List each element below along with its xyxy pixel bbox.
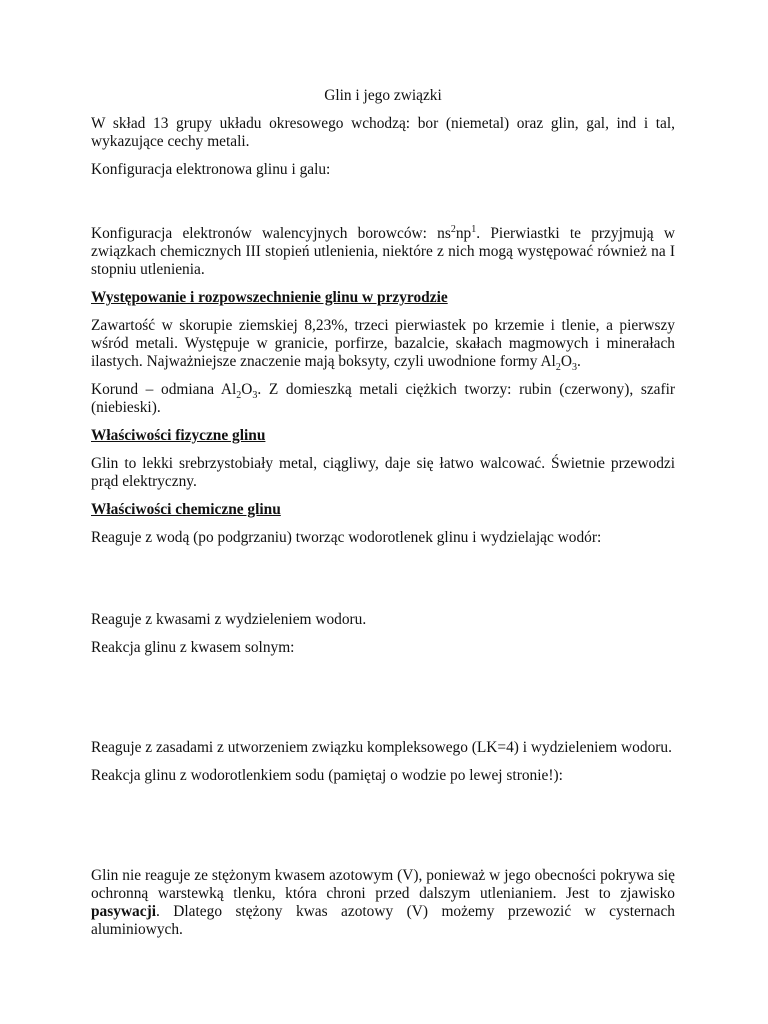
blank-space: [91, 795, 675, 867]
water-reaction-paragraph: Reaguje z wodą (po podgrzaniu) tworząc wodorotlenek glinu i wydzielając wodór:: [91, 529, 602, 546]
physical-paragraph: Glin to lekki srebrzystobiały metal, ciągliwy, daje się łatwo walcować. Świetnie przewodzi prąd elektryczny.: [91, 455, 675, 490]
naoh-reaction-paragraph: Reakcja glinu z wodorotlenkiem sodu (pamiętaj o wodzie po lewej stronie!):: [91, 767, 563, 784]
passivation-paragraph: Glin nie reaguje ze stężonym kwasem azotowym (V), ponieważ w jego obecności pokrywa się ochronną warstewką tlenku, która chroni przed dalszym utlenianiem. Jest to zjawisko pasywacji. Dlatego stężony kwas azotowy (V) możemy przewozić w cysternach aluminiowych.: [91, 867, 675, 938]
blank-space: [91, 189, 675, 225]
occurrence-paragraph: Zawartość w skorupie ziemskiej 8,23%, trzeci pierwiastek po krzemie i tlenie, a pierwszy wśród metali. Występuje w granicie, porfirze, bazalcie, skałach magmowych i minerałach ilastych. Najważniejsze znaczenie mają boksyty, czyli uwodnione formy $Al_2O_3$.: [91, 317, 675, 374]
hcl-reaction-paragraph: Reakcja glinu z kwasem solnym:: [91, 639, 295, 656]
heading-occurrence: Występowanie i rozpowszechnienie glinu w przyrodzie: [91, 289, 448, 306]
heading-physical: Właściwości fizyczne glinu: [91, 427, 266, 444]
intro-paragraph: W skład 13 grupy układu okresowego wchodzą: bor (niemetal) oraz glin, gal, ind i tal, wykazujące cechy metali.: [91, 115, 675, 150]
valence-paragraph: Konfiguracja elektronów walencyjnych borowców: $ns^2np^1$. Pierwiastki te przyjmują w związkach chemicznych III stopień utlenienia, niektóre z nich mogą występować również na I stopniu utlenienia.: [91, 223, 675, 278]
electron-config-label: Konfiguracja elektronowa glinu i galu:: [91, 161, 331, 178]
blank-space: [91, 557, 675, 611]
blank-space: [91, 667, 675, 739]
passivation-term: pasywacji: [91, 903, 156, 920]
document-title: Glin i jego związki: [324, 87, 442, 104]
bases-paragraph: Reaguje z zasadami z utworzeniem związku kompleksowego (LK=4) i wydzieleniem wodoru.: [91, 739, 672, 756]
document-page: [91, 87, 675, 949]
heading-chemical: Właściwości chemiczne glinu: [91, 501, 281, 518]
corundum-paragraph: Korund – odmiana $Al_2O_3$. Z domieszką metali ciężkich tworzy: rubin (czerwony), szafir (niebieski).: [91, 381, 676, 416]
acids-paragraph: Reaguje z kwasami z wydzieleniem wodoru.: [91, 611, 367, 628]
